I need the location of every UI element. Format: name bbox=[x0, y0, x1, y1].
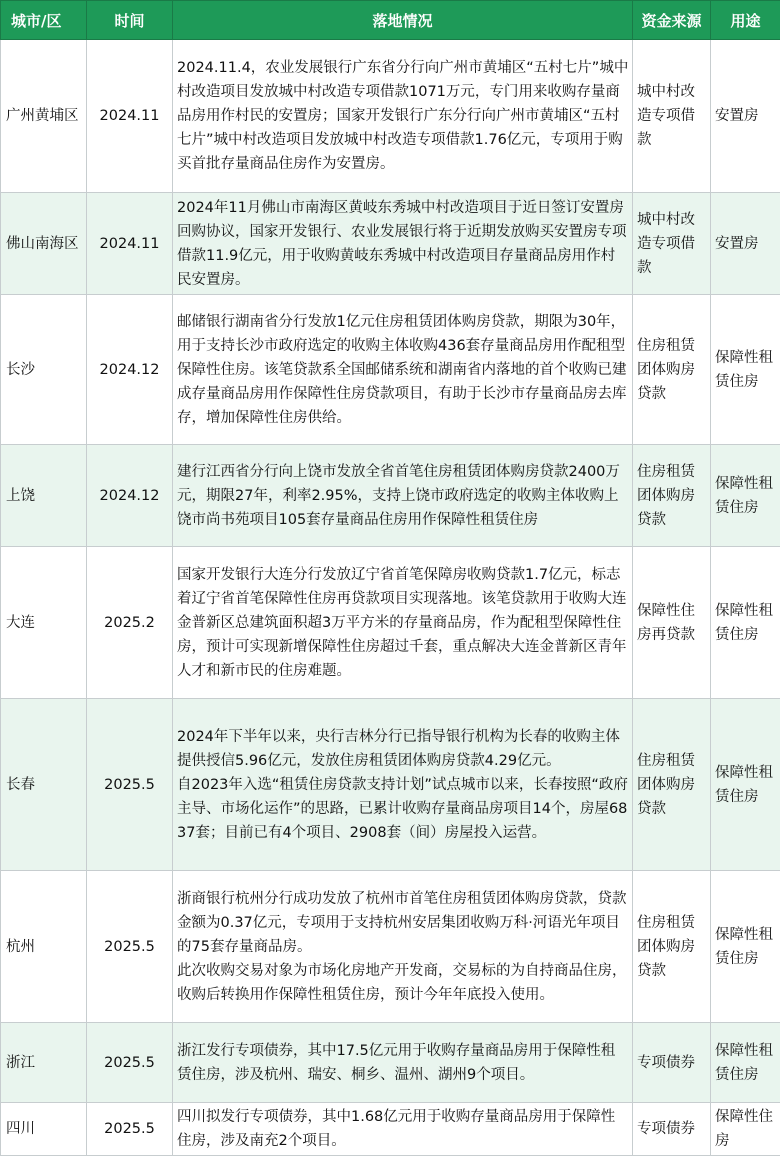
cell-detail bbox=[173, 40, 633, 193]
header-detail: 落地情况 bbox=[173, 1, 633, 40]
detail-paragraph: 2024年下半年以来，央行吉林分行已指导银行机构为长春的收购主体提供授信5.96亿元，发放住房租赁团体购房贷款4.29亿元。 bbox=[177, 725, 629, 773]
cell-city: 佛山南海区 bbox=[1, 193, 87, 295]
detail-paragraph: 浙商银行杭州分行成功发放了杭州市首笔住房租赁团体购房贷款，贷款金额为0.37亿元，专项用于支持杭州安居集团收购万科·河语光年项目的75套存量商品房。 bbox=[177, 887, 629, 959]
cell-use: 安置房 bbox=[711, 40, 780, 193]
cell-use: 安置房 bbox=[711, 193, 780, 295]
detail-paragraph: 2024年11月佛山市南海区黄岐东秀城中村改造项目于近日签订安置房回购协议，国家开发银行、农业发展银行将于近期发放购买安置房专项借款11.9亿元，用于收购黄岐东秀城中村改造项目存量商品房用作村民安置房。 bbox=[177, 196, 629, 292]
cell-detail bbox=[173, 193, 633, 295]
table-row bbox=[1, 547, 780, 699]
header-row bbox=[1, 1, 780, 40]
cell-time: 2025.5 bbox=[87, 1103, 173, 1156]
table-row bbox=[1, 295, 780, 445]
cell-use: 保障性租赁住房 bbox=[711, 547, 780, 699]
cell-source: 住房租赁团体购房贷款 bbox=[633, 445, 711, 547]
cell-time: 2025.2 bbox=[87, 547, 173, 699]
cell-detail bbox=[173, 445, 633, 547]
cell-source: 城中村改造专项借款 bbox=[633, 193, 711, 295]
cell-city: 杭州 bbox=[1, 871, 87, 1023]
cell-use: 保障性住房 bbox=[711, 1103, 780, 1156]
detail-paragraph: 浙江发行专项债券，其中17.5亿元用于收购存量商品房用于保障性租赁住房，涉及杭州、瑞安、桐乡、温州、湖州9个项目。 bbox=[177, 1039, 629, 1087]
cell-time: 2024.11 bbox=[87, 40, 173, 193]
cell-detail bbox=[173, 699, 633, 871]
header-city: 城市/区 bbox=[1, 1, 87, 40]
cell-source: 住房租赁团体购房贷款 bbox=[633, 295, 711, 445]
detail-paragraph: 国家开发银行大连分行发放辽宁省首笔保障房收购贷款1.7亿元，标志着辽宁省首笔保障性住房再贷款项目实现落地。该笔贷款用于收购大连金普新区总建筑面积超3万平方米的存量商品房，作为配租型保障性住房，预计可实现新增保障性住房超过千套，重点解决大连金普新区青年人才和新市民的住房难题。 bbox=[177, 563, 629, 683]
detail-paragraph: 此次收购交易对象为市场化房地产开发商，交易标的为自持商品住房，收购后转换用作保障性租赁住房，预计今年年底投入使用。 bbox=[177, 959, 629, 1007]
table-row bbox=[1, 445, 780, 547]
cell-time: 2025.5 bbox=[87, 1023, 173, 1103]
table-row bbox=[1, 1023, 780, 1103]
cell-time: 2024.12 bbox=[87, 445, 173, 547]
table-row bbox=[1, 1103, 780, 1156]
cell-use: 保障性租赁住房 bbox=[711, 699, 780, 871]
cell-use: 保障性租赁住房 bbox=[711, 871, 780, 1023]
detail-paragraph: 建行江西省分行向上饶市发放全省首笔住房租赁团体购房贷款2400万元，期限27年，利率2.95%，支持上饶市政府选定的收购主体收购上饶市尚书苑项目105套存量商品住房用作保障性租赁住房 bbox=[177, 460, 629, 532]
cell-use: 保障性租赁住房 bbox=[711, 445, 780, 547]
cell-source: 专项债券 bbox=[633, 1103, 711, 1156]
cell-source: 住房租赁团体购房贷款 bbox=[633, 871, 711, 1023]
table-row bbox=[1, 871, 780, 1023]
cell-use: 保障性租赁住房 bbox=[711, 1023, 780, 1103]
table-row bbox=[1, 193, 780, 295]
cell-source: 保障性住房再贷款 bbox=[633, 547, 711, 699]
cell-use: 保障性租赁住房 bbox=[711, 295, 780, 445]
cell-source: 专项债券 bbox=[633, 1023, 711, 1103]
cell-time: 2024.12 bbox=[87, 295, 173, 445]
cell-city: 上饶 bbox=[1, 445, 87, 547]
table-body bbox=[1, 40, 780, 1156]
cell-source: 城中村改造专项借款 bbox=[633, 40, 711, 193]
detail-paragraph: 自2023年入选“租赁住房贷款支持计划”试点城市以来，长春按照“政府主导、市场化运作”的思路，已累计收购存量商品房项目14个，房屋6837套；目前已有4个项目、2908套（间）房屋投入运营。 bbox=[177, 773, 629, 845]
detail-paragraph: 邮储银行湖南省分行发放1亿元住房租赁团体购房贷款，期限为30年，用于支持长沙市政府选定的收购主体收购436套存量商品房用作配租型保障性住房。该笔贷款系全国邮储系统和湖南省内落地的首个收购已建成存量商品房用作保障性住房贷款项目，有助于长沙市存量商品房去库存，增加保障性住房供给。 bbox=[177, 310, 629, 430]
header-source: 资金来源 bbox=[633, 1, 711, 40]
cell-city: 浙江 bbox=[1, 1023, 87, 1103]
cell-time: 2024.11 bbox=[87, 193, 173, 295]
cell-detail bbox=[173, 547, 633, 699]
cell-time: 2025.5 bbox=[87, 699, 173, 871]
table-row bbox=[1, 40, 780, 193]
cell-city: 广州黄埔区 bbox=[1, 40, 87, 193]
cell-source: 住房租赁团体购房贷款 bbox=[633, 699, 711, 871]
header-time: 时间 bbox=[87, 1, 173, 40]
cell-detail bbox=[173, 871, 633, 1023]
cell-city: 长沙 bbox=[1, 295, 87, 445]
cell-city: 长春 bbox=[1, 699, 87, 871]
cell-detail bbox=[173, 295, 633, 445]
table-row bbox=[1, 699, 780, 871]
detail-paragraph: 四川拟发行专项债券，其中1.68亿元用于收购存量商品房用于保障性住房，涉及南充2个项目。 bbox=[177, 1105, 629, 1153]
cell-detail bbox=[173, 1023, 633, 1103]
cell-detail bbox=[173, 1103, 633, 1156]
header-use: 用途 bbox=[711, 1, 780, 40]
cell-time: 2025.5 bbox=[87, 871, 173, 1023]
cell-city: 四川 bbox=[1, 1103, 87, 1156]
cell-city: 大连 bbox=[1, 547, 87, 699]
detail-paragraph: 2024.11.4，农业发展银行广东省分行向广州市黄埔区“五村七片”城中村改造项目发放城中村改造专项借款1071万元，专门用来收购存量商品房用作村民的安置房；国家开发银行广东分行向广州市黄埔区“五村七片”城中村改造项目发放城中村改造专项借款1.76亿元，专项用于购买首批存量商品住房作为安置房。 bbox=[177, 56, 629, 176]
